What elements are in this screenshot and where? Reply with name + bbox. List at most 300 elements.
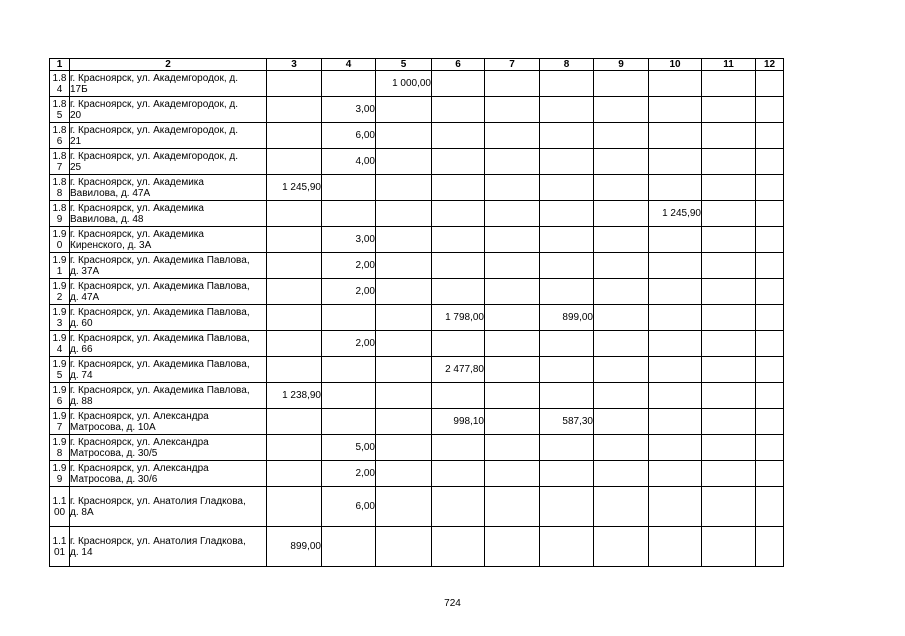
value-cell-col-4 bbox=[322, 175, 376, 201]
value-cell-col-8: 899,00 bbox=[540, 305, 594, 331]
value-cell-col-10 bbox=[649, 149, 702, 175]
value-cell-col-7 bbox=[485, 435, 540, 461]
value-cell-col-12 bbox=[756, 331, 784, 357]
address-line: 20 bbox=[70, 109, 82, 121]
address-line: г. Красноярск, ул. Александра bbox=[70, 462, 209, 474]
address-line: д. 37А bbox=[70, 265, 100, 277]
value-cell-col-7 bbox=[485, 409, 540, 435]
address-line: 21 bbox=[70, 135, 82, 147]
value-cell-col-5 bbox=[376, 357, 432, 383]
table-row bbox=[50, 201, 784, 227]
row-number-line: 00 bbox=[53, 506, 66, 518]
column-header: 5 bbox=[376, 59, 432, 71]
row-number-line: 0 bbox=[56, 239, 63, 251]
address-cell bbox=[70, 227, 267, 253]
value-cell-col-3 bbox=[267, 331, 322, 357]
value-cell-col-11 bbox=[702, 175, 756, 201]
row-number bbox=[50, 305, 70, 331]
value-cell-col-12 bbox=[756, 201, 784, 227]
value-cell-col-3: 1 245,90 bbox=[267, 175, 322, 201]
value-cell-col-10 bbox=[649, 71, 702, 97]
value-cell-col-7 bbox=[485, 175, 540, 201]
address-line: 17Б bbox=[70, 83, 88, 95]
value-cell-col-8 bbox=[540, 487, 594, 527]
value-cell-col-5 bbox=[376, 435, 432, 461]
value-cell-col-9 bbox=[594, 487, 649, 527]
value-cell-col-3 bbox=[267, 253, 322, 279]
address-line: д. 66 bbox=[70, 343, 93, 355]
value-cell-col-5 bbox=[376, 279, 432, 305]
value-cell-col-3 bbox=[267, 435, 322, 461]
address-line: г. Красноярск, ул. Анатолия Гладкова, bbox=[70, 535, 246, 547]
value-cell-col-12 bbox=[756, 253, 784, 279]
address-line: г. Красноярск, ул. Академика Павлова, bbox=[70, 384, 250, 396]
value-cell-col-7 bbox=[485, 253, 540, 279]
value-cell-col-9 bbox=[594, 279, 649, 305]
table-row bbox=[50, 175, 784, 201]
value-cell-col-8 bbox=[540, 279, 594, 305]
address-line: г. Красноярск, ул. Академика bbox=[70, 176, 204, 188]
row-number-line: 1.9 bbox=[52, 228, 67, 240]
row-number bbox=[50, 331, 70, 357]
value-cell-col-10 bbox=[649, 383, 702, 409]
row-number-line: 1.8 bbox=[52, 202, 67, 214]
row-number bbox=[50, 279, 70, 305]
address-line: г. Красноярск, ул. Академгородок, д. bbox=[70, 98, 239, 110]
table-row bbox=[50, 409, 784, 435]
value-cell-col-8 bbox=[540, 227, 594, 253]
value-cell-col-4 bbox=[322, 305, 376, 331]
value-cell-col-11 bbox=[702, 435, 756, 461]
row-number-line: 4 bbox=[56, 343, 63, 355]
value-cell-col-7 bbox=[485, 383, 540, 409]
value-cell-col-12 bbox=[756, 175, 784, 201]
value-cell-col-5 bbox=[376, 253, 432, 279]
value-cell-col-6: 2 477,80 bbox=[432, 357, 485, 383]
value-cell-col-4: 4,00 bbox=[322, 149, 376, 175]
row-number-line: 1.9 bbox=[52, 358, 67, 370]
value-cell-col-9 bbox=[594, 527, 649, 567]
address-cell bbox=[70, 357, 267, 383]
value-cell-col-7 bbox=[485, 201, 540, 227]
value-cell-col-3 bbox=[267, 123, 322, 149]
value-cell-col-7 bbox=[485, 227, 540, 253]
address-line: Матросова, д. 10А bbox=[70, 421, 156, 433]
table-row bbox=[50, 435, 784, 461]
value-cell-col-4 bbox=[322, 201, 376, 227]
row-number-line: 9 bbox=[56, 473, 63, 485]
row-number-line: 1.9 bbox=[52, 332, 67, 344]
value-cell-col-7 bbox=[485, 331, 540, 357]
address-cell bbox=[70, 527, 267, 567]
row-number bbox=[50, 123, 70, 149]
value-cell-col-5 bbox=[376, 409, 432, 435]
value-cell-col-8 bbox=[540, 175, 594, 201]
value-cell-col-6: 1 798,00 bbox=[432, 305, 485, 331]
row-number-line: 1.8 bbox=[52, 150, 67, 162]
row-number-line: 6 bbox=[56, 395, 63, 407]
value-cell-col-6 bbox=[432, 253, 485, 279]
row-number-line: 5 bbox=[56, 369, 63, 381]
value-cell-col-6 bbox=[432, 435, 485, 461]
value-cell-col-6: 998,10 bbox=[432, 409, 485, 435]
row-number bbox=[50, 527, 70, 567]
value-cell-col-10 bbox=[649, 123, 702, 149]
value-cell-col-7 bbox=[485, 71, 540, 97]
value-cell-col-4: 2,00 bbox=[322, 461, 376, 487]
value-cell-col-10 bbox=[649, 461, 702, 487]
table-row bbox=[50, 123, 784, 149]
address-cell bbox=[70, 175, 267, 201]
value-cell-col-4: 3,00 bbox=[322, 97, 376, 123]
row-number bbox=[50, 409, 70, 435]
value-cell-col-8 bbox=[540, 123, 594, 149]
value-cell-col-9 bbox=[594, 357, 649, 383]
column-header: 3 bbox=[267, 59, 322, 71]
value-cell-col-3 bbox=[267, 305, 322, 331]
row-number-line: 1.9 bbox=[52, 462, 67, 474]
value-cell-col-6 bbox=[432, 227, 485, 253]
table-row bbox=[50, 97, 784, 123]
value-cell-col-8 bbox=[540, 461, 594, 487]
value-cell-col-7 bbox=[485, 279, 540, 305]
row-number-line: 8 bbox=[56, 187, 63, 199]
value-cell-col-8: 587,30 bbox=[540, 409, 594, 435]
address-line: г. Красноярск, ул. Академика Павлова, bbox=[70, 358, 250, 370]
address-cell bbox=[70, 305, 267, 331]
value-cell-col-11 bbox=[702, 527, 756, 567]
column-header: 11 bbox=[702, 59, 756, 71]
value-cell-col-6 bbox=[432, 487, 485, 527]
row-number-line: 1.1 bbox=[52, 495, 67, 507]
address-line: д. 60 bbox=[70, 317, 93, 329]
address-line: г. Красноярск, ул. Александра bbox=[70, 410, 209, 422]
value-cell-col-11 bbox=[702, 305, 756, 331]
value-cell-col-9 bbox=[594, 383, 649, 409]
row-number-line: 2 bbox=[56, 291, 63, 303]
value-cell-col-3 bbox=[267, 409, 322, 435]
address-cell bbox=[70, 97, 267, 123]
column-header: 8 bbox=[540, 59, 594, 71]
value-cell-col-6 bbox=[432, 461, 485, 487]
value-cell-col-8 bbox=[540, 97, 594, 123]
value-cell-col-9 bbox=[594, 175, 649, 201]
value-cell-col-3 bbox=[267, 487, 322, 527]
value-cell-col-7 bbox=[485, 527, 540, 567]
value-cell-col-12 bbox=[756, 227, 784, 253]
value-cell-col-10 bbox=[649, 331, 702, 357]
table-row bbox=[50, 149, 784, 175]
row-number-line: 1.9 bbox=[52, 306, 67, 318]
row-number-line: 4 bbox=[56, 83, 63, 95]
value-cell-col-5 bbox=[376, 123, 432, 149]
value-cell-col-5 bbox=[376, 97, 432, 123]
value-cell-col-8 bbox=[540, 201, 594, 227]
row-number-line: 6 bbox=[56, 135, 63, 147]
value-cell-col-9 bbox=[594, 305, 649, 331]
address-line: г. Красноярск, ул. Академика Павлова, bbox=[70, 254, 250, 266]
value-cell-col-8 bbox=[540, 71, 594, 97]
value-cell-col-4: 6,00 bbox=[322, 487, 376, 527]
address-line: Матросова, д. 30/5 bbox=[70, 447, 158, 459]
value-cell-col-8 bbox=[540, 331, 594, 357]
value-cell-col-6 bbox=[432, 123, 485, 149]
value-cell-col-3 bbox=[267, 149, 322, 175]
address-line: г. Красноярск, ул. Академгородок, д. bbox=[70, 124, 239, 136]
value-cell-col-5 bbox=[376, 383, 432, 409]
value-cell-col-12 bbox=[756, 123, 784, 149]
value-cell-col-3 bbox=[267, 71, 322, 97]
value-cell-col-7 bbox=[485, 461, 540, 487]
data-table bbox=[49, 58, 784, 567]
address-line: д. 47А bbox=[70, 291, 100, 303]
table-row bbox=[50, 357, 784, 383]
value-cell-col-5 bbox=[376, 305, 432, 331]
row-number-line: 1.8 bbox=[52, 98, 67, 110]
column-header: 2 bbox=[70, 59, 267, 71]
page-number: 724 bbox=[444, 598, 461, 609]
address-cell bbox=[70, 253, 267, 279]
value-cell-col-5: 1 000,00 bbox=[376, 71, 432, 97]
row-number bbox=[50, 97, 70, 123]
value-cell-col-12 bbox=[756, 97, 784, 123]
value-cell-col-9 bbox=[594, 97, 649, 123]
address-line: г. Красноярск, ул. Анатолия Гладкова, bbox=[70, 495, 246, 507]
value-cell-col-8 bbox=[540, 149, 594, 175]
address-line: д. 74 bbox=[70, 369, 93, 381]
value-cell-col-10 bbox=[649, 527, 702, 567]
address-line: Вавилова, д. 47А bbox=[70, 187, 151, 199]
value-cell-col-12 bbox=[756, 409, 784, 435]
column-header: 1 bbox=[50, 59, 70, 71]
address-line: Вавилова, д. 48 bbox=[70, 213, 144, 225]
value-cell-col-8 bbox=[540, 253, 594, 279]
value-cell-col-11 bbox=[702, 97, 756, 123]
value-cell-col-5 bbox=[376, 487, 432, 527]
row-number-line: 9 bbox=[56, 213, 63, 225]
value-cell-col-3 bbox=[267, 279, 322, 305]
row-number-line: 1.8 bbox=[52, 124, 67, 136]
address-cell bbox=[70, 435, 267, 461]
value-cell-col-10 bbox=[649, 435, 702, 461]
address-line: г. Красноярск, ул. Академика bbox=[70, 202, 204, 214]
row-number bbox=[50, 149, 70, 175]
value-cell-col-10 bbox=[649, 305, 702, 331]
row-number bbox=[50, 435, 70, 461]
row-number bbox=[50, 227, 70, 253]
row-number bbox=[50, 175, 70, 201]
column-header: 12 bbox=[756, 59, 784, 71]
value-cell-col-4 bbox=[322, 527, 376, 567]
address-cell bbox=[70, 331, 267, 357]
table-row bbox=[50, 279, 784, 305]
value-cell-col-11 bbox=[702, 149, 756, 175]
table-row bbox=[50, 461, 784, 487]
address-line: г. Красноярск, ул. Академгородок, д. bbox=[70, 150, 239, 162]
value-cell-col-8 bbox=[540, 435, 594, 461]
table-row bbox=[50, 487, 784, 527]
column-header: 4 bbox=[322, 59, 376, 71]
value-cell-col-10 bbox=[649, 227, 702, 253]
value-cell-col-12 bbox=[756, 527, 784, 567]
value-cell-col-5 bbox=[376, 527, 432, 567]
value-cell-col-4 bbox=[322, 357, 376, 383]
value-cell-col-4 bbox=[322, 383, 376, 409]
value-cell-col-8 bbox=[540, 383, 594, 409]
value-cell-col-5 bbox=[376, 175, 432, 201]
address-line: д. 8А bbox=[70, 506, 94, 518]
address-line: 25 bbox=[70, 161, 82, 173]
row-number-line: 1.9 bbox=[52, 280, 67, 292]
value-cell-col-9 bbox=[594, 149, 649, 175]
value-cell-col-10: 1 245,90 bbox=[649, 201, 702, 227]
table-row bbox=[50, 253, 784, 279]
value-cell-col-6 bbox=[432, 71, 485, 97]
row-number bbox=[50, 253, 70, 279]
value-cell-col-4: 2,00 bbox=[322, 331, 376, 357]
value-cell-col-9 bbox=[594, 227, 649, 253]
value-cell-col-12 bbox=[756, 279, 784, 305]
value-cell-col-12 bbox=[756, 305, 784, 331]
value-cell-col-7 bbox=[485, 487, 540, 527]
column-header: 7 bbox=[485, 59, 540, 71]
value-cell-col-11 bbox=[702, 409, 756, 435]
value-cell-col-12 bbox=[756, 71, 784, 97]
row-number-line: 1.8 bbox=[52, 176, 67, 188]
value-cell-col-10 bbox=[649, 409, 702, 435]
value-cell-col-4: 3,00 bbox=[322, 227, 376, 253]
value-cell-col-4 bbox=[322, 71, 376, 97]
address-cell bbox=[70, 383, 267, 409]
value-cell-col-11 bbox=[702, 123, 756, 149]
column-header: 6 bbox=[432, 59, 485, 71]
value-cell-col-9 bbox=[594, 461, 649, 487]
value-cell-col-3: 899,00 bbox=[267, 527, 322, 567]
address-line: Матросова, д. 30/6 bbox=[70, 473, 158, 485]
row-number-line: 1.9 bbox=[52, 254, 67, 266]
address-line: г. Красноярск, ул. Академика Павлова, bbox=[70, 332, 250, 344]
value-cell-col-9 bbox=[594, 201, 649, 227]
address-line: г. Красноярск, ул. Академика Павлова, bbox=[70, 306, 250, 318]
address-line: д. 88 bbox=[70, 395, 93, 407]
value-cell-col-9 bbox=[594, 409, 649, 435]
value-cell-col-4: 6,00 bbox=[322, 123, 376, 149]
value-cell-col-11 bbox=[702, 227, 756, 253]
value-cell-col-5 bbox=[376, 331, 432, 357]
value-cell-col-5 bbox=[376, 201, 432, 227]
value-cell-col-12 bbox=[756, 435, 784, 461]
address-line: г. Красноярск, ул. Академика bbox=[70, 228, 204, 240]
row-number bbox=[50, 357, 70, 383]
value-cell-col-9 bbox=[594, 71, 649, 97]
value-cell-col-11 bbox=[702, 331, 756, 357]
value-cell-col-12 bbox=[756, 487, 784, 527]
row-number-line: 1.8 bbox=[52, 72, 67, 84]
value-cell-col-4 bbox=[322, 409, 376, 435]
value-cell-col-12 bbox=[756, 383, 784, 409]
value-cell-col-11 bbox=[702, 279, 756, 305]
value-cell-col-4: 2,00 bbox=[322, 279, 376, 305]
value-cell-col-8 bbox=[540, 527, 594, 567]
row-number-line: 1 bbox=[56, 265, 63, 277]
value-cell-col-11 bbox=[702, 201, 756, 227]
column-header: 10 bbox=[649, 59, 702, 71]
address-line: г. Красноярск, ул. Академгородок, д. bbox=[70, 72, 239, 84]
value-cell-col-6 bbox=[432, 331, 485, 357]
row-number bbox=[50, 383, 70, 409]
value-cell-col-3 bbox=[267, 227, 322, 253]
header-row bbox=[50, 59, 784, 71]
value-cell-col-7 bbox=[485, 305, 540, 331]
value-cell-col-3: 1 238,90 bbox=[267, 383, 322, 409]
value-cell-col-9 bbox=[594, 253, 649, 279]
table-row bbox=[50, 227, 784, 253]
value-cell-col-4: 2,00 bbox=[322, 253, 376, 279]
value-cell-col-11 bbox=[702, 357, 756, 383]
address-cell bbox=[70, 461, 267, 487]
row-number-line: 01 bbox=[53, 546, 66, 558]
row-number bbox=[50, 461, 70, 487]
table-row bbox=[50, 305, 784, 331]
row-number-line: 3 bbox=[56, 317, 63, 329]
address-cell bbox=[70, 71, 267, 97]
value-cell-col-7 bbox=[485, 123, 540, 149]
value-cell-col-9 bbox=[594, 331, 649, 357]
address-line: Киренского, д. 3А bbox=[70, 239, 152, 251]
value-cell-col-8 bbox=[540, 357, 594, 383]
value-cell-col-12 bbox=[756, 461, 784, 487]
value-cell-col-9 bbox=[594, 123, 649, 149]
value-cell-col-6 bbox=[432, 97, 485, 123]
row-number bbox=[50, 201, 70, 227]
value-cell-col-11 bbox=[702, 461, 756, 487]
value-cell-col-10 bbox=[649, 357, 702, 383]
value-cell-col-4: 5,00 bbox=[322, 435, 376, 461]
row-number-line: 8 bbox=[56, 447, 63, 459]
row-number-line: 1.1 bbox=[52, 535, 67, 547]
address-cell bbox=[70, 149, 267, 175]
value-cell-col-6 bbox=[432, 383, 485, 409]
value-cell-col-7 bbox=[485, 357, 540, 383]
value-cell-col-11 bbox=[702, 253, 756, 279]
address-line: г. Красноярск, ул. Александра bbox=[70, 436, 209, 448]
value-cell-col-10 bbox=[649, 487, 702, 527]
row-number bbox=[50, 71, 70, 97]
row-number-line: 1.9 bbox=[52, 384, 67, 396]
row-number bbox=[50, 487, 70, 527]
value-cell-col-6 bbox=[432, 175, 485, 201]
value-cell-col-3 bbox=[267, 461, 322, 487]
row-number-line: 1.9 bbox=[52, 410, 67, 422]
address-line: г. Красноярск, ул. Академика Павлова, bbox=[70, 280, 250, 292]
value-cell-col-5 bbox=[376, 149, 432, 175]
value-cell-col-5 bbox=[376, 227, 432, 253]
value-cell-col-9 bbox=[594, 435, 649, 461]
value-cell-col-10 bbox=[649, 253, 702, 279]
value-cell-col-6 bbox=[432, 527, 485, 567]
row-number-line: 5 bbox=[56, 109, 63, 121]
value-cell-col-6 bbox=[432, 149, 485, 175]
value-cell-col-3 bbox=[267, 201, 322, 227]
address-cell bbox=[70, 409, 267, 435]
value-cell-col-6 bbox=[432, 201, 485, 227]
address-cell bbox=[70, 487, 267, 527]
table-row bbox=[50, 383, 784, 409]
value-cell-col-5 bbox=[376, 461, 432, 487]
row-number-line: 1.9 bbox=[52, 436, 67, 448]
address-cell bbox=[70, 279, 267, 305]
value-cell-col-3 bbox=[267, 97, 322, 123]
